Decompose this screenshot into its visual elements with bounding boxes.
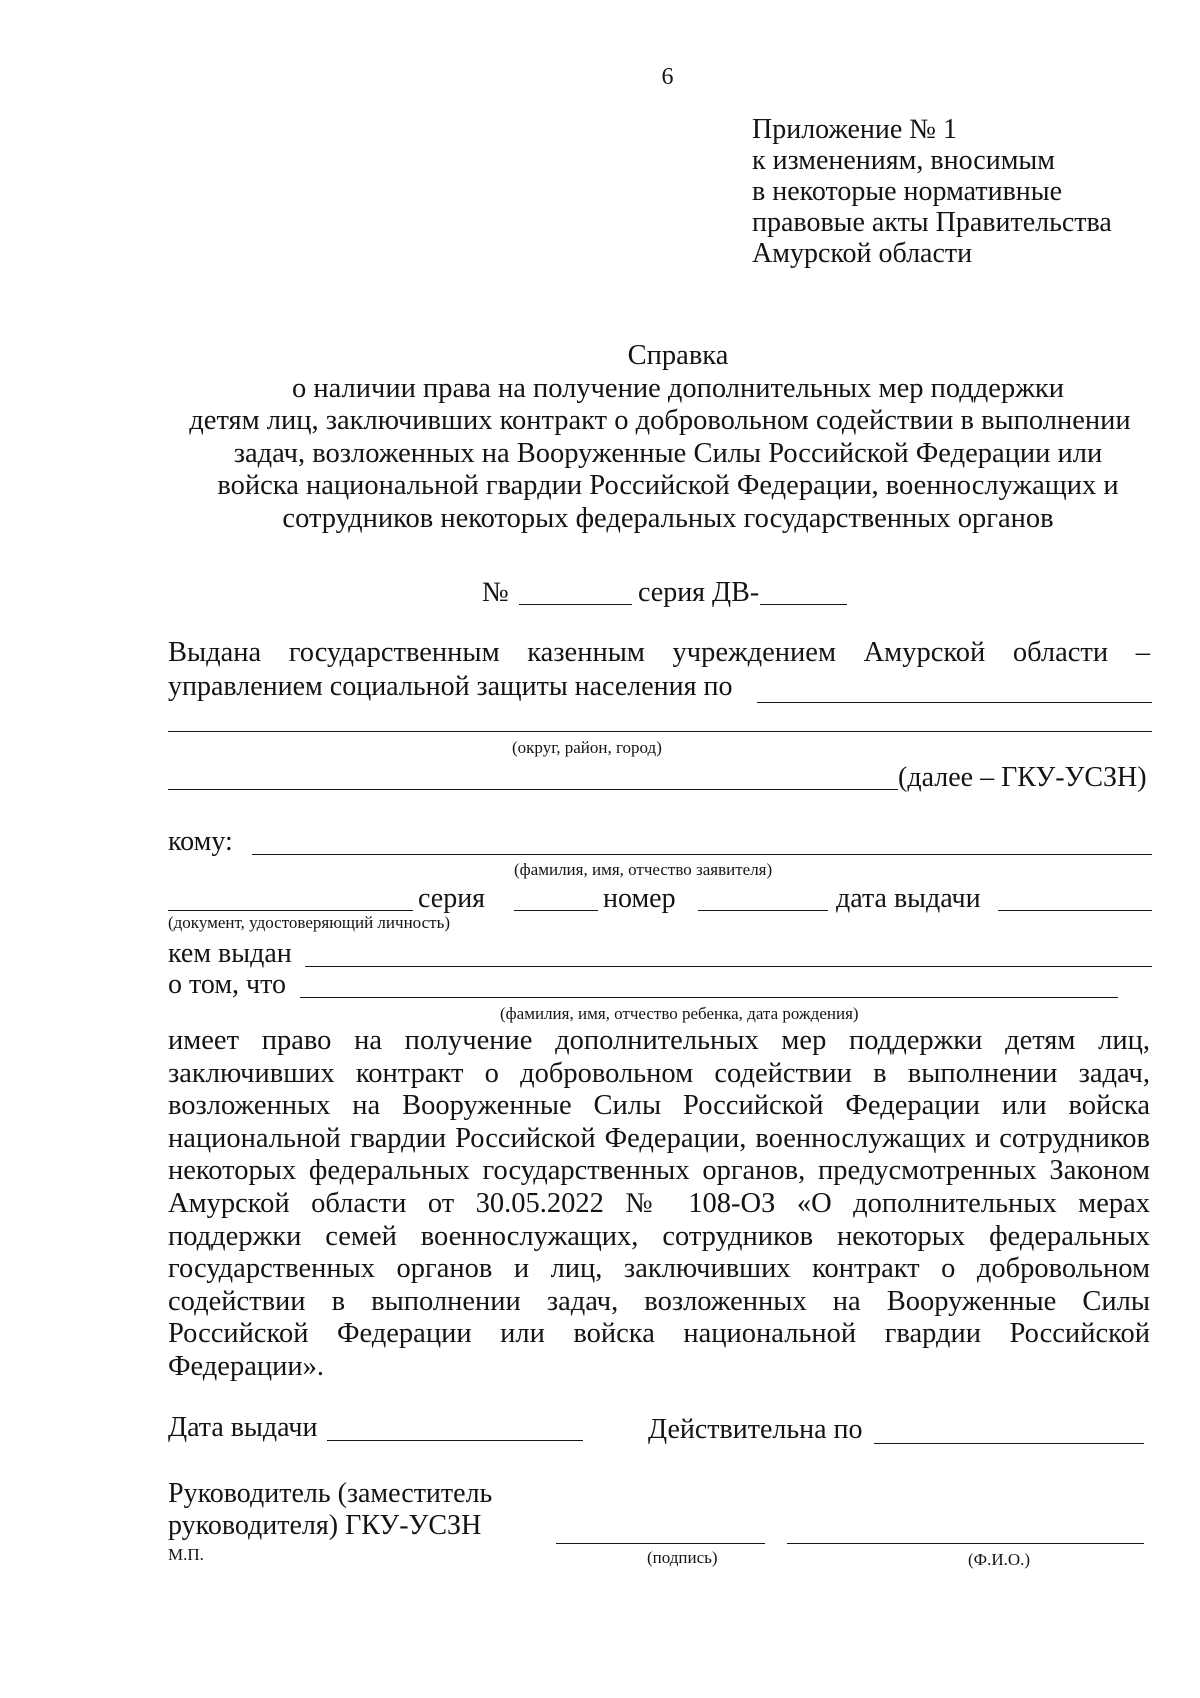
title-line: задач, возложенных на Вооруженные Силы Российской Федерации или <box>233 437 1103 469</box>
signature-field[interactable] <box>556 1543 765 1544</box>
that-label: о том, что <box>168 969 287 1000</box>
valid-until-label: Действительна по <box>648 1414 863 1445</box>
series-field[interactable] <box>760 604 847 605</box>
body-line: поддержки семей военнослужащих, сотрудников некоторых федеральных <box>168 1220 1150 1252</box>
issued-line: управлением социальной защиты населения по <box>168 671 733 702</box>
issued-by-block <box>168 637 1150 669</box>
body-line: имеет право на получение дополнительных мер поддержки детям лиц, <box>168 1025 1150 1056</box>
doc-issue-date-label: дата выдачи <box>836 883 981 914</box>
body-line: возложенных на Вооруженные Силы Российской Федерации или войска <box>168 1090 1150 1122</box>
issued-by-label: кем выдан <box>168 938 292 969</box>
number-field[interactable] <box>519 604 632 605</box>
doc-series-field[interactable] <box>514 910 598 911</box>
short-name: (далее – ГКУ-УСЗН) <box>898 762 1147 793</box>
series-label: серия ДВ- <box>638 577 760 608</box>
valid-until-field[interactable] <box>874 1443 1144 1444</box>
body-line: государственных органов и лиц, заключивших контракт о добровольном <box>168 1253 1150 1285</box>
stamp-label: М.П. <box>168 1545 204 1564</box>
signature-caption: (подпись) <box>647 1548 718 1567</box>
head-title-line: руководителя) ГКУ-УСЗН <box>168 1510 482 1541</box>
body-line: Российской Федерации или войска национальной гвардии Российской <box>168 1318 1150 1350</box>
fio-caption: (Ф.И.О.) <box>968 1550 1031 1569</box>
doc-number-label: номер <box>603 883 676 914</box>
appendix-line: правовые акты Правительства <box>752 207 1112 238</box>
child-caption: (фамилия, имя, отчество ребенка, дата рождения) <box>500 1004 859 1023</box>
appendix-line: в некоторые нормативные <box>752 176 1063 207</box>
title-heading: Справка <box>627 340 729 371</box>
appendix-header <box>752 114 1112 269</box>
document-caption: (документ, удостоверяющий личность) <box>168 913 450 932</box>
body-line: Федерации». <box>168 1350 324 1382</box>
doc-issue-date-field[interactable] <box>998 910 1152 911</box>
body-line: национальной гвардии Российской Федерации, военнослужащих и сотрудников <box>168 1122 1150 1154</box>
title-line: сотрудников некоторых федеральных государственных органов <box>282 502 1054 534</box>
doc-number-field[interactable] <box>698 910 828 911</box>
number-label: № <box>482 577 509 608</box>
issue-date-label: Дата выдачи <box>168 1412 318 1443</box>
body-line: заключивших контракт о добровольном содействии в выполнении задач, <box>168 1057 1150 1089</box>
appendix-line: Приложение № 1 <box>752 114 957 145</box>
doc-series-label: серия <box>418 883 486 914</box>
body-line: содействии в выполнении задач, возложенных на Вооруженные Силы <box>168 1285 1150 1317</box>
head-title-line: Руководитель (заместитель <box>168 1478 493 1509</box>
district-field-line2[interactable] <box>168 731 1152 732</box>
issued-line: Выдана государственным казенным учреждением Амурской области – <box>168 637 1150 668</box>
applicant-fio-field[interactable] <box>252 854 1152 855</box>
title-line: о наличии права на получение дополнительных мер поддержки <box>292 372 1064 404</box>
child-info-field[interactable] <box>300 997 1118 998</box>
appendix-line: к изменениям, вносимым <box>752 145 1055 176</box>
document-title <box>120 340 1200 535</box>
appendix-line: Амурской области <box>752 238 973 269</box>
body-line: Амурской области от 30.05.2022 № 108-ОЗ «О дополнительных мерах <box>168 1187 1150 1219</box>
institution-field[interactable] <box>168 789 898 790</box>
to-label: кому: <box>168 826 233 857</box>
issue-date-field[interactable] <box>327 1440 583 1441</box>
signer-fio-field[interactable] <box>787 1543 1144 1544</box>
district-caption: (округ, район, город) <box>512 738 662 757</box>
body-line: некоторых федеральных государственных органов, предусмотренных Законом <box>168 1155 1150 1187</box>
body-paragraph <box>168 1025 1150 1384</box>
title-line: детям лиц, заключивших контракт о добровольном содействии в выполнении <box>189 405 1131 436</box>
document-type-field[interactable] <box>168 910 413 911</box>
fio-caption: (фамилия, имя, отчество заявителя) <box>514 860 773 879</box>
page-number: 6 <box>661 64 674 90</box>
district-field[interactable] <box>757 702 1152 703</box>
title-line: войска национальной гвардии Российской Федерации, военнослужащих и <box>217 470 1119 501</box>
issued-by-field[interactable] <box>305 966 1152 967</box>
